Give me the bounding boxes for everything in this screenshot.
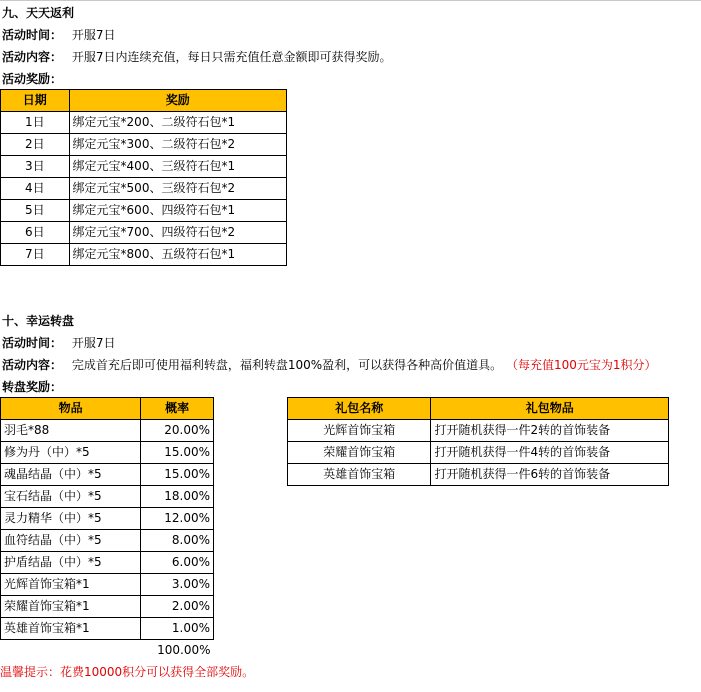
cell-reward: 绑定元宝*800、五级符石包*1 (69, 244, 286, 266)
cell-reward: 绑定元宝*500、三级符石包*2 (69, 178, 286, 200)
table-header-row (1, 90, 287, 112)
table-row (1, 420, 214, 442)
cell-probability: 2.00% (141, 596, 214, 618)
table-row (1, 222, 287, 244)
cell-probability: 15.00% (141, 442, 214, 464)
cell-gift-name: 荣耀首饰宝箱 (288, 442, 431, 464)
cell-probability: 8.00% (141, 530, 214, 552)
table-row (288, 464, 669, 486)
table-row (1, 464, 214, 486)
section-9-time (2, 26, 115, 44)
cell-date: 4日 (1, 178, 70, 200)
table-row (1, 486, 214, 508)
table-row (1, 244, 287, 266)
section-9-content (2, 48, 391, 66)
table-row (1, 508, 214, 530)
header-date: 日期 (1, 90, 70, 112)
table-row (1, 156, 287, 178)
cell-reward: 绑定元宝*600、四级符石包*1 (69, 200, 286, 222)
content-label: 活动内容： (2, 358, 63, 372)
table-row (1, 596, 214, 618)
section-10-reward-label: 转盘奖励： (2, 380, 63, 394)
daily-reward-table (0, 89, 287, 266)
table-row (1, 442, 214, 464)
cell-item: 宝石结晶（中）*5 (1, 486, 141, 508)
cell-date: 2日 (1, 134, 70, 156)
table-header-row (288, 398, 669, 420)
cell-item: 血符结晶（中）*5 (1, 530, 141, 552)
top-divider (0, 0, 701, 1)
table-row (1, 134, 287, 156)
wheel-probability-table (0, 397, 214, 661)
header-reward: 奖励 (69, 90, 286, 112)
cell-reward: 绑定元宝*300、二级符石包*2 (69, 134, 286, 156)
content-note: （每充值100元宝为1积分） (505, 358, 657, 372)
cell-date: 7日 (1, 244, 70, 266)
cell-probability: 12.00% (141, 508, 214, 530)
cell-reward: 绑定元宝*700、四级符石包*2 (69, 222, 286, 244)
cell-reward: 绑定元宝*200、二级符石包*1 (69, 112, 286, 134)
table-row (288, 420, 669, 442)
table-row (288, 442, 669, 464)
section-10-content (2, 356, 657, 374)
section-10-time (2, 334, 115, 352)
table-row (1, 574, 214, 596)
cell-probability: 1.00% (141, 618, 214, 640)
warm-tip: 温馨提示：花费10000积分可以获得全部奖励。 (0, 665, 255, 679)
time-label: 活动时间： (2, 28, 63, 42)
cell-probability: 20.00% (141, 420, 214, 442)
cell-date: 5日 (1, 200, 70, 222)
content-label: 活动内容： (2, 50, 63, 64)
table-total-row (1, 640, 214, 662)
cell-item: 光辉首饰宝箱*1 (1, 574, 141, 596)
time-value: 开服7日 (71, 28, 116, 42)
cell-gift-items: 打开随机获得一件6转的首饰装备 (431, 464, 669, 486)
header-item: 物品 (1, 398, 141, 420)
cell-item: 灵力精华（中）*5 (1, 508, 141, 530)
time-value: 开服7日 (71, 336, 116, 350)
header-gift-name: 礼包名称 (288, 398, 431, 420)
content-value: 开服7日内连续充值，每日只需充值任意金额即可获得奖励。 (71, 50, 392, 64)
table-header-row (1, 398, 214, 420)
cell-item: 羽毛*88 (1, 420, 141, 442)
cell-date: 3日 (1, 156, 70, 178)
cell-item: 英雄首饰宝箱*1 (1, 618, 141, 640)
cell-gift-items: 打开随机获得一件2转的首饰装备 (431, 420, 669, 442)
table-row (1, 552, 214, 574)
cell-item: 护盾结晶（中）*5 (1, 552, 141, 574)
table-row (1, 530, 214, 552)
header-gift-items: 礼包物品 (431, 398, 669, 420)
content-value: 完成首充后即可使用福利转盘，福利转盘100%盈利，可以获得各种高价值道具。 (71, 358, 503, 372)
cell-gift-name: 光辉首饰宝箱 (288, 420, 431, 442)
section-9-reward-label: 活动奖励： (2, 72, 63, 86)
gift-pack-table (287, 397, 669, 486)
header-probability: 概率 (141, 398, 214, 420)
section-9-title: 九、天天返利 (2, 6, 75, 20)
cell-item: 荣耀首饰宝箱*1 (1, 596, 141, 618)
cell-probability: 15.00% (141, 464, 214, 486)
cell-reward: 绑定元宝*400、三级符石包*1 (69, 156, 286, 178)
table-row (1, 178, 287, 200)
cell-date: 1日 (1, 112, 70, 134)
table-row (1, 200, 287, 222)
table-row (1, 112, 287, 134)
cell-item: 修为丹（中）*5 (1, 442, 141, 464)
cell-gift-items: 打开随机获得一件4转的首饰装备 (431, 442, 669, 464)
time-label: 活动时间： (2, 336, 63, 350)
cell-probability: 6.00% (141, 552, 214, 574)
cell-date: 6日 (1, 222, 70, 244)
cell-probability: 18.00% (141, 486, 214, 508)
cell-item: 魂晶结晶（中）*5 (1, 464, 141, 486)
cell-probability: 3.00% (141, 574, 214, 596)
cell-total: 100.00% (157, 643, 211, 657)
table-row (1, 618, 214, 640)
cell-gift-name: 英雄首饰宝箱 (288, 464, 431, 486)
section-10-title: 十、幸运转盘 (2, 314, 75, 328)
